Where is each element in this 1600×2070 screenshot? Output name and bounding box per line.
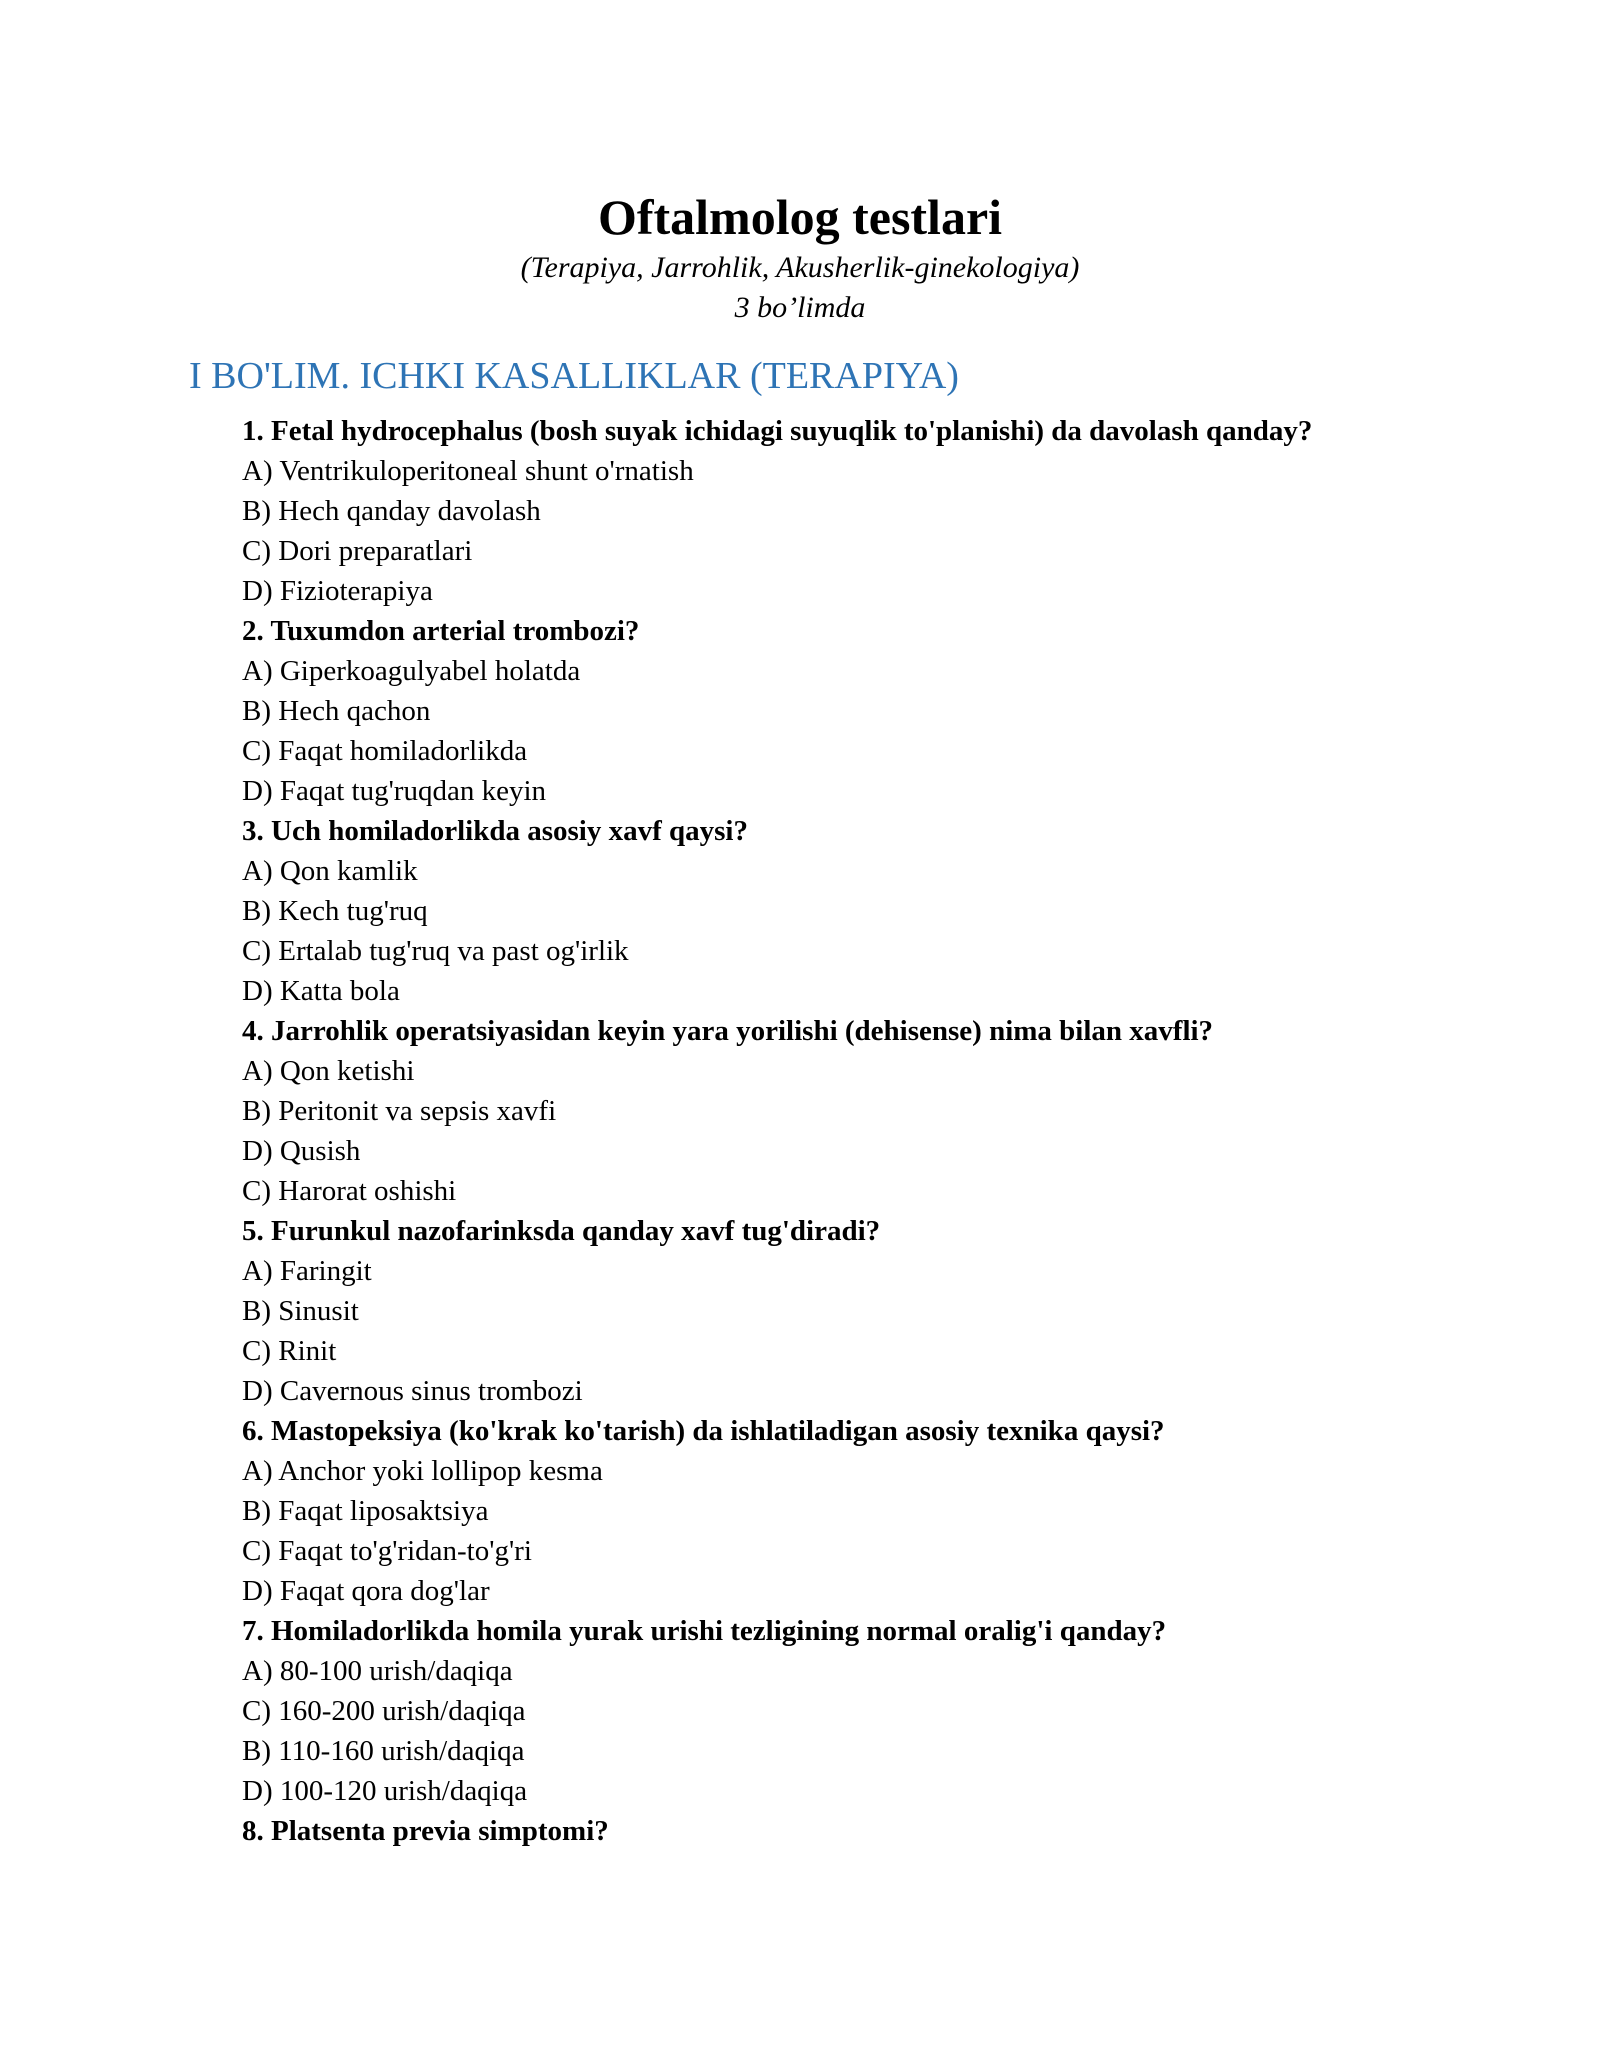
answer-option: D) Faqat tug'ruqdan keyin — [242, 775, 547, 807]
answer-option: A) Giperkoagulyabel holatda — [242, 655, 581, 687]
section-heading: I BO'LIM. ICHKI KASALLIKLAR (TERAPIYA) — [189, 355, 959, 397]
question-text: 8. Platsenta previa simptomi? — [242, 1815, 609, 1847]
question-6 — [242, 1411, 1492, 1611]
answer-option: A) Qon ketishi — [242, 1055, 415, 1087]
answer-option: A) Anchor yoki lollipop kesma — [242, 1455, 603, 1487]
question-3 — [242, 811, 1492, 1011]
question-text: 4. Jarrohlik operatsiyasidan keyin yara yorilishi (dehisense) nima bilan xavfli? — [242, 1015, 1214, 1047]
answer-option: C) Harorat oshishi — [242, 1175, 457, 1207]
question-2 — [242, 611, 1492, 811]
answer-option: D) Cavernous sinus trombozi — [242, 1375, 583, 1407]
document-parts-note: 3 bo’limda — [734, 291, 866, 324]
question-text: 7. Homiladorlikda homila yurak urishi tezligining normal oralig'i qanday? — [242, 1615, 1167, 1647]
answer-option: B) Hech qanday davolash — [242, 495, 541, 527]
answer-option: A) 80-100 urish/daqiqa — [242, 1655, 513, 1687]
answer-option: B) Kech tug'ruq — [242, 895, 428, 927]
question-5 — [242, 1211, 1492, 1411]
answer-option: A) Qon kamlik — [242, 855, 418, 887]
answer-option: D) Faqat qora dog'lar — [242, 1575, 490, 1607]
question-1 — [242, 411, 1492, 611]
answer-option: C) Faqat to'g'ridan-to'g'ri — [242, 1535, 532, 1567]
answer-option: D) Katta bola — [242, 975, 400, 1007]
answer-option: C) 160-200 urish/daqiqa — [242, 1695, 526, 1727]
answer-option: B) Faqat liposaktsiya — [242, 1495, 489, 1527]
document-header — [0, 186, 1600, 328]
answer-option: B) 110-160 urish/daqiqa — [242, 1735, 525, 1767]
answer-option: C) Dori preparatlari — [242, 535, 473, 567]
answer-option: D) Qusish — [242, 1135, 361, 1167]
answer-option: B) Peritonit va sepsis xavfi — [242, 1095, 557, 1127]
answer-option: C) Ertalab tug'ruq va past og'irlik — [242, 935, 629, 967]
answer-option: B) Hech qachon — [242, 695, 431, 727]
question-7 — [242, 1611, 1492, 1811]
document-title: Oftalmolog testlari — [597, 189, 1003, 245]
question-text: 1. Fetal hydrocephalus (bosh suyak ichidagi suyuqlik to'planishi) da davolash qanday? — [242, 415, 1313, 447]
answer-option: B) Sinusit — [242, 1295, 359, 1327]
question-text: 3. Uch homiladorlikda asosiy xavf qaysi? — [242, 815, 748, 847]
question-text: 2. Tuxumdon arterial trombozi? — [242, 615, 640, 647]
answer-option: C) Rinit — [242, 1335, 337, 1367]
answer-option: A) Ventrikuloperitoneal shunt o'rnatish — [242, 455, 694, 487]
answer-option: A) Faringit — [242, 1255, 372, 1287]
answer-option: C) Faqat homiladorlikda — [242, 735, 528, 767]
question-text: 5. Furunkul nazofarinksda qanday xavf tug'diradi? — [242, 1215, 881, 1247]
answer-option: D) Fizioterapiya — [242, 575, 433, 607]
question-8 — [242, 1811, 1492, 1851]
answer-option: D) 100-120 urish/daqiqa — [242, 1775, 528, 1807]
document-subtitle: (Terapiya, Jarrohlik, Akusherlik-ginekologiya) — [520, 251, 1080, 284]
question-4 — [242, 1011, 1492, 1211]
questions-list — [242, 411, 1492, 1851]
question-text: 6. Mastopeksiya (ko'krak ko'tarish) da ishlatiladigan asosiy texnika qaysi? — [242, 1415, 1165, 1447]
